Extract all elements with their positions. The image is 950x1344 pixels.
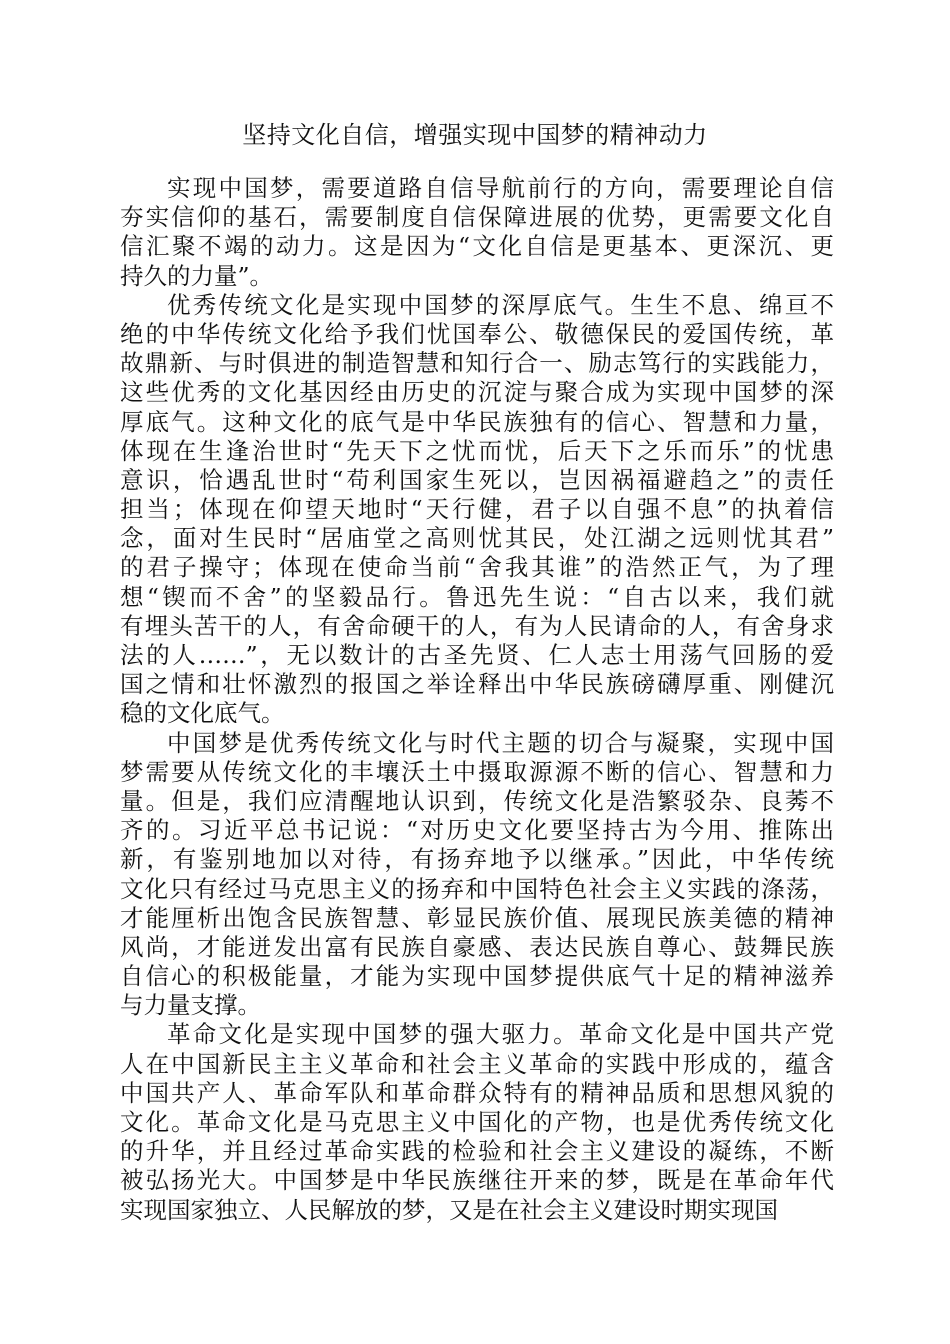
paragraph-line: 稳的文化底气。 (120, 699, 285, 728)
paragraph-line: 想“锲而不舍”的坚毅品行。鲁迅先生说：“自古以来，我们就 (120, 582, 834, 611)
paragraph (120, 1020, 834, 1224)
paragraph (120, 174, 834, 291)
paragraph-line: 被弘扬光大。中国梦是中华民族继往开来的梦，既是在革命年代 (120, 1166, 834, 1195)
paragraph-line: 中国共产人、革命军队和革命群众特有的精神品质和思想风貌的 (120, 1078, 834, 1107)
paragraph-line: 夯实信仰的基石，需要制度自信保障进展的优势，更需要文化自 (120, 203, 834, 232)
paragraph-line: 信汇聚不竭的动力。这是因为“文化自信是更基本、更深沉、更 (120, 232, 834, 261)
paragraph-line: 风尚，才能迸发出富有民族自豪感、表达民族自尊心、鼓舞民族 (120, 932, 834, 961)
paragraph-line: 梦需要从传统文化的丰壤沃土中摄取源源不断的信心、智慧和力 (120, 757, 834, 786)
paragraph-line: 实现国家独立、人民解放的梦，又是在社会主义建设时期实现国 (120, 1195, 778, 1224)
paragraph-line: 法的人……”，无以数计的古圣先贤、仁人志士用荡气回肠的爱 (120, 641, 834, 669)
paragraph-line: 的君子操守；体现在使命当前“舍我其谁”的浩然正气，为了理 (120, 553, 834, 582)
paragraph-line: 革命文化是实现中国梦的强大驱力。革命文化是中国共产党 (167, 1020, 834, 1049)
paragraph-line: 齐的。习近平总书记说：“对历史文化要坚持古为今用、推陈出 (120, 816, 834, 845)
paragraph-line: 文化。革命文化是马克思主义中国化的产物，也是优秀传统文化 (120, 1108, 834, 1136)
paragraph-line: 故鼎新、与时俱进的制造智慧和知行合一、励志笃行的实践能力， (120, 349, 834, 378)
paragraph-line: 国之情和壮怀激烈的报国之举诠释出中华民族磅礴厚重、刚健沉 (120, 670, 834, 699)
paragraph-line: 量。但是，我们应清醒地认识到，传统文化是浩繁驳杂、良莠不 (120, 786, 834, 815)
paragraph-line: 这些优秀的文化基因经由历史的沉淀与聚合成为实现中国梦的深 (120, 378, 834, 407)
paragraph-line: 文化只有经过马克思主义的扬弃和中国特色社会主义实践的涤荡， (120, 874, 834, 903)
paragraph-line: 担当；体现在仰望天地时“天行健，君子以自强不息”的执着信 (120, 495, 834, 524)
paragraph-line: 才能厘析出饱含民族智慧、彰显民族价值、展现民族美德的精神 (120, 903, 834, 932)
paragraph-line: 的升华，并且经过革命实践的检验和社会主义建设的凝练，不断 (120, 1137, 834, 1166)
paragraph-line: 绝的中华传统文化给予我们忧国奉公、敬德保民的爱国传统，革 (120, 319, 834, 348)
paragraph-line: 意识，恰遇乱世时“苟利国家生死以，岂因祸福避趋之”的责任 (120, 465, 834, 494)
document-title: 坚持文化自信，增强实现中国梦的精神动力 (242, 121, 708, 149)
paragraph-line: 体现在生逢治世时“先天下之忧而忧，后天下之乐而乐”的忧患 (120, 436, 834, 465)
paragraph-line: 有埋头苦干的人，有舍命硬干的人，有为人民请命的人，有舍身求 (120, 611, 834, 640)
paragraph-line: 厚底气。这种文化的底气是中华民族独有的信心、智慧和力量， (120, 407, 834, 436)
paragraph-line: 优秀传统文化是实现中国梦的深厚底气。生生不息、绵亘不 (167, 290, 834, 319)
paragraph (120, 291, 834, 729)
paragraph-line: 新，有鉴别地加以对待，有扬弃地予以继承。”因此，中华传统 (120, 845, 834, 874)
paragraph-line: 与力量支撑。 (120, 991, 261, 1020)
paragraph-line: 实现中国梦，需要道路自信导航前行的方向，需要理论自信 (167, 174, 834, 202)
paragraph-line: 念，面对生民时“居庙堂之高则忧其民，处江湖之远则忧其君” (120, 524, 834, 553)
paragraph-line: 人在中国新民主主义革命和社会主义革命的实践中形成的，蕴含 (120, 1049, 834, 1078)
paragraph (120, 729, 834, 1021)
paragraph-line: 持久的力量”。 (120, 261, 274, 290)
document-body (120, 174, 834, 1225)
paragraph-line: 中国梦是优秀传统文化与时代主题的切合与凝聚，实现中国 (167, 728, 834, 757)
paragraph-line: 自信心的积极能量，才能为实现中国梦提供底气十足的精神滋养 (120, 962, 834, 991)
